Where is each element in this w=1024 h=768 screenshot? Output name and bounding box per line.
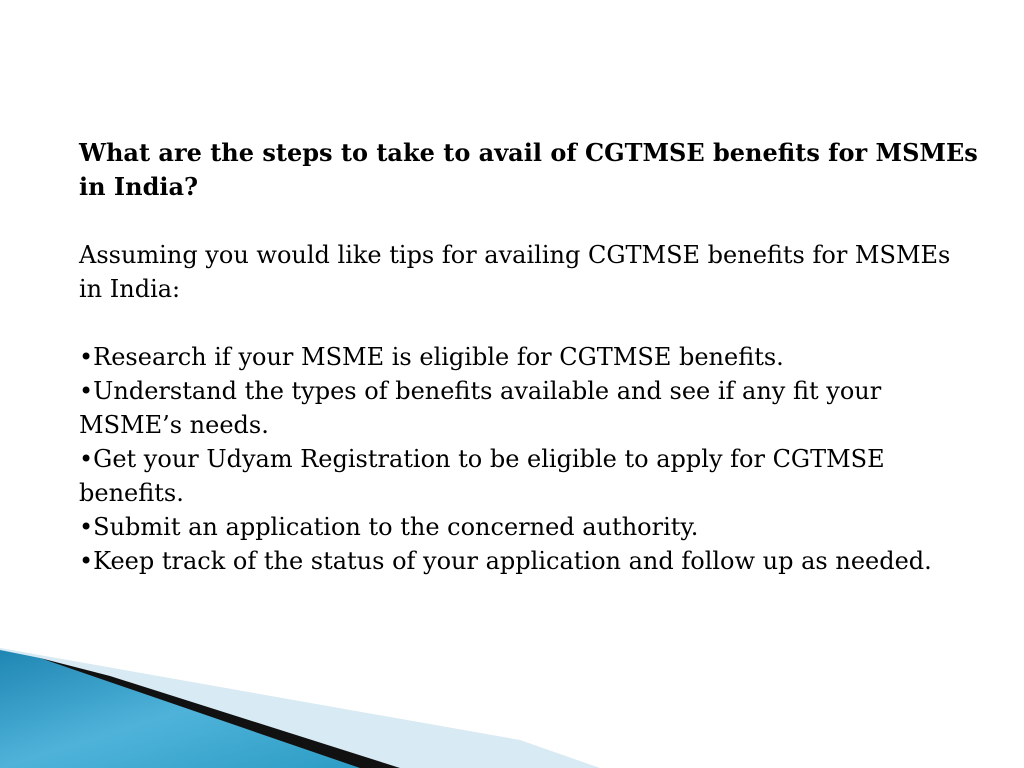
- slide-content: [79, 136, 979, 578]
- list-item: •Research if your MSME is eligible for CGTMSE benefits.: [79, 343, 784, 371]
- list-item: •Submit an application to the concerned authority.: [79, 513, 699, 541]
- light-swoosh: [0, 648, 600, 768]
- list-item: •Understand the types of benefits available and see if any fit your MSME’s needs.: [79, 377, 882, 439]
- question-heading: What are the steps to take to avail of CGTMSE benefits for MSMEs in India?: [79, 138, 978, 201]
- intro-paragraph: Assuming you would like tips for availing CGTMSE benefits for MSMEs in India:: [79, 241, 951, 303]
- steps-list: [79, 340, 979, 578]
- blue-swoosh: [0, 650, 380, 768]
- list-item: •Keep track of the status of your application and follow up as needed.: [79, 547, 932, 575]
- dark-swoosh: [40, 658, 400, 768]
- list-item: •Get your Udyam Registration to be eligible to apply for CGTMSE benefits.: [79, 445, 885, 507]
